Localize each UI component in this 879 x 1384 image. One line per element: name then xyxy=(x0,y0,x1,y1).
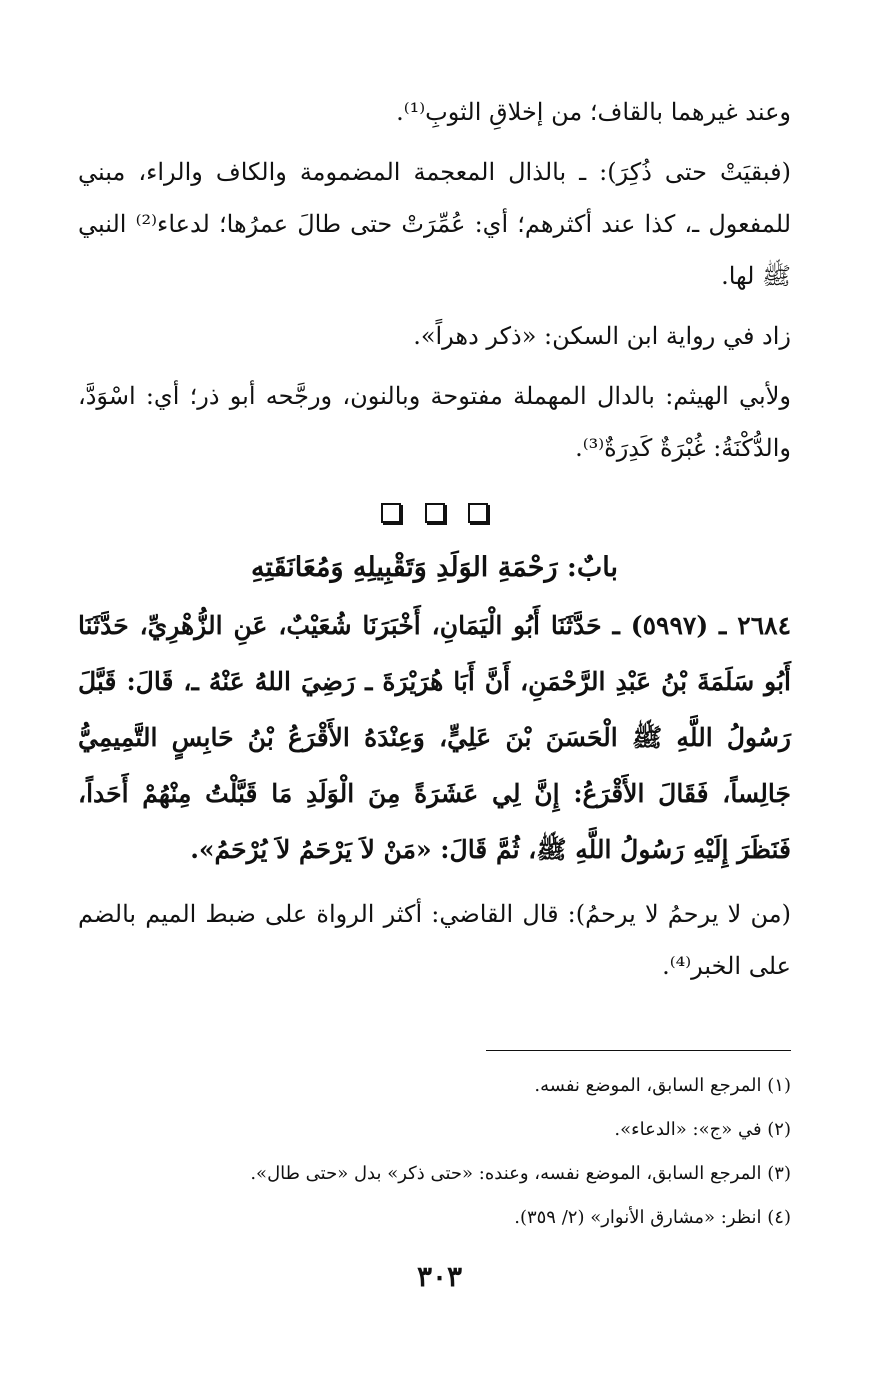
main-text xyxy=(78,86,791,992)
footnote-divider xyxy=(486,1050,791,1051)
paragraph-1: وعند غيرهما بالقاف؛ من إخلاقِ الثوبِ⁽¹⁾. xyxy=(396,98,791,126)
footnote-3: (٣) المرجع السابق، الموضع نفسه، وعنده: «حتى ذكر» بدل «حتى طال». xyxy=(250,1163,791,1184)
page-number: ٣٠٣ xyxy=(416,1260,463,1293)
footnote-2: (٢) في «ج»: «الدعاء». xyxy=(614,1119,791,1140)
section-divider xyxy=(78,502,791,532)
paragraph-3: زاد في رواية ابن السكن: «ذكر دهراً». xyxy=(413,322,791,350)
paragraph-4: ولأبي الهيثم: بالدال المهملة مفتوحة وبالنون، ورجَّحه أبو ذر؛ أي: اسْوَدَّ، والدُّكْنَةُ: غُبْرَةٌ كَدِرَةٌ⁽³⁾. xyxy=(78,382,791,462)
hadith-text: ٢٦٨٤ ـ (٥٩٩٧) ـ حَدَّثَنَا أَبُو الْيَمَانِ، أَخْبَرَنَا شُعَيْبٌ، عَنِ الزُّهْرِيِّ، حَدَّثَنَا أَبُو سَلَمَةَ بْنُ عَبْدِ الرَّحْمَنِ، أَنَّ أَبَا هُرَيْرَةَ ـ رَضِيَ اللهُ عَنْهُ ـ، قَالَ: قَبَّلَ رَسُولُ اللَّهِ ﷺ الْحَسَنَ بْنَ عَلِيٍّ، وَعِنْدَهُ الأَقْرَعُ بْنُ حَابِسٍ التَّمِيمِيُّ جَالِساً، فَقَالَ الأَقْرَعُ: إِنَّ لِي عَشَرَةً مِنَ الْوَلَدِ مَا قَبَّلْتُ مِنْهُمْ أَحَداً، فَنَظَرَ إِلَيْهِ رَسُولُ اللَّهِ ﷺ، ثُمَّ قَالَ: «مَنْ لاَ يَرْحَمُ لاَ يُرْحَمُ». xyxy=(78,611,792,864)
chapter-title: بابٌ: رَحْمَةِ الوَلَدِ وَتَقْبِيلِهِ وَمُعَانَقَتِهِ xyxy=(250,552,619,583)
square-ornament-icon xyxy=(381,503,401,523)
square-ornament-icon xyxy=(468,503,488,523)
square-ornament-icon xyxy=(425,503,445,523)
footnotes xyxy=(78,1064,791,1240)
commentary-paragraph: (من لا يرحمُ لا يرحمُ): قال القاضي: أكثر الرواة على ضبط الميم بالضم على الخبر⁽⁴⁾. xyxy=(78,900,791,980)
paragraph-2: (فبقيَتْ حتى ذُكِرَ): ـ بالذال المعجمة المضمومة والكاف والراء، مبني للمفعول ـ، كذا عند أكثرهم؛ أي: عُمِّرَتْ حتى طالَ عمرُها؛ لدعاء⁽²⁾ النبي ﷺ لها. xyxy=(78,158,791,290)
footnote-4: (٤) انظر: «مشارق الأنوار» (٢/ ٣٥٩). xyxy=(514,1207,791,1228)
footnote-1: (١) المرجع السابق، الموضع نفسه. xyxy=(534,1075,791,1096)
